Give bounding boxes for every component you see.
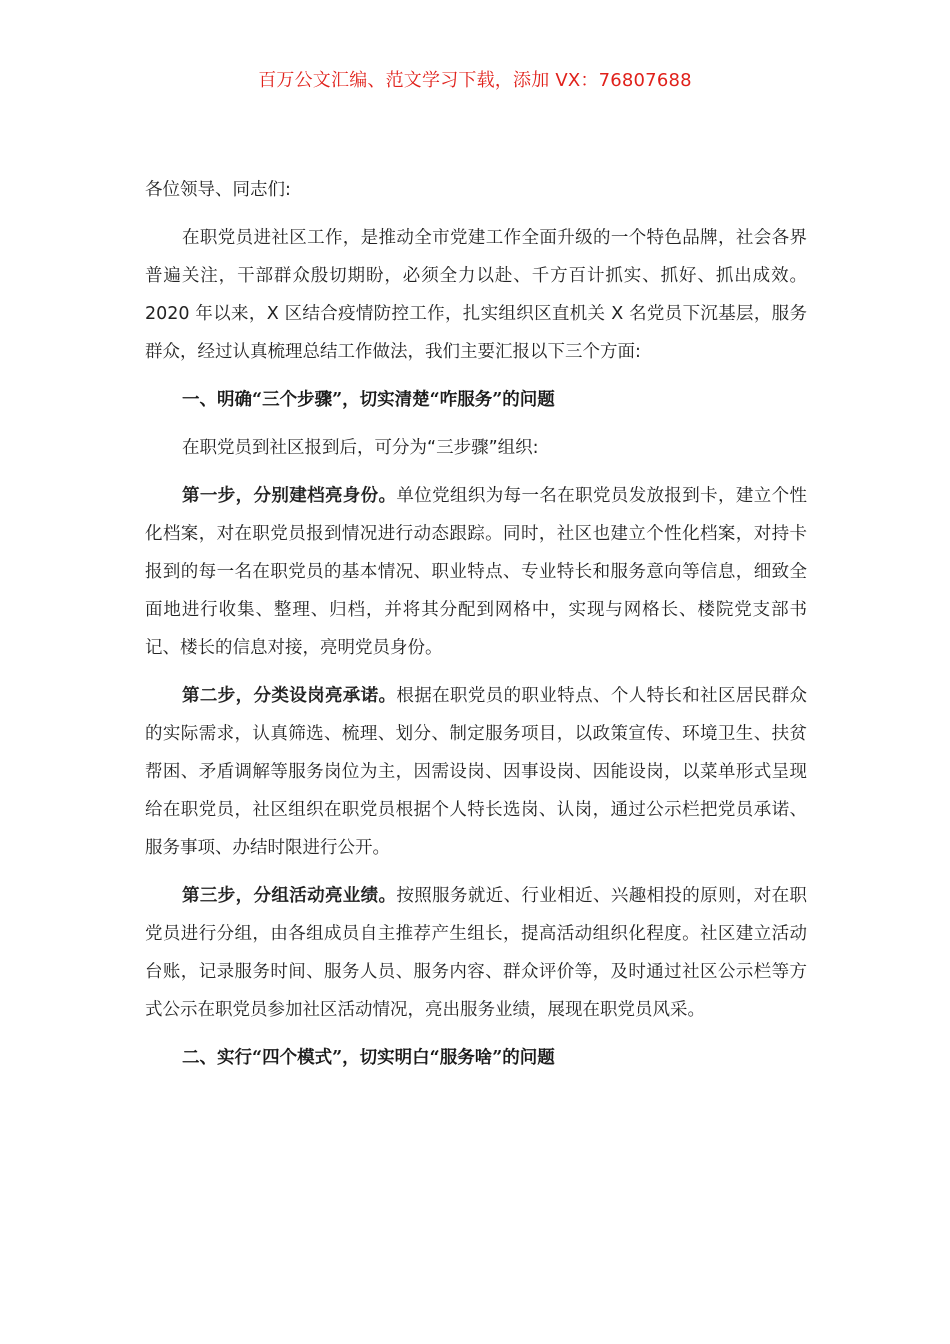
intro-paragraph: 在职党员进社区工作，是推动全市党建工作全面升级的一个特色品牌，社会各界普遍关注，干部群众殷切期盼，必须全力以赴、千方百计抓实、抓好、抓出成效。2020 年以来，X 区结合疫情防控工作，扎实组织区直机关 X 名党员下沉基层，服务群众，经过认真梳理总结工作做法，我们主要汇报以下三个方面: [145,228,807,362]
step-2-text: 根据在职党员的职业特点、个人特长和社区居民群众的实际需求，认真筛选、梳理、划分、制定服务项目，以政策宣传、环境卫生、扶贫帮困、矛盾调解等服务岗位为主，因需设岗、因事设岗、因能设岗，以菜单形式呈现给在职党员，社区组织在职党员根据个人特长选岗、认岗，通过公示栏把党员承诺、服务事项、办结时限进行公开。 [145,686,808,858]
step-3-text: 按照服务就近、行业相近、兴趣相投的原则，对在职党员进行分组，由各组成员自主推荐产生组长，提高活动组织化程度。社区建立活动台账，记录服务时间、服务人员、服务内容、群众评价等，及时通过社区公示栏等方式公示在职党员参加社区活动情况，亮出服务业绩，展现在职党员风采。 [145,886,808,1020]
document-body [145,171,807,1087]
salutation: 各位领导、同志们: [145,180,291,200]
section-2-heading: 二、实行“四个模式”，切实明白“服务啥”的问题 [182,1048,555,1068]
step-3-lead: 第三步，分组活动亮业绩。 [182,886,397,906]
step-3-paragraph [145,877,807,1029]
section-1-heading: 一、明确“三个步骤”，切实清楚“咋服务”的问题 [182,390,555,410]
step-1-lead: 第一步，分别建档亮身份。 [182,486,397,506]
step-2-lead: 第二步，分类设岗亮承诺。 [182,686,397,706]
step-2-paragraph [145,677,807,867]
promo-banner: 百万公文汇编、范文学习下载，添加 VX：76807688 [258,70,692,91]
step-1-paragraph [145,477,807,667]
step-1-text: 单位党组织为每一名在职党员发放报到卡，建立个性化档案，对在职党员报到情况进行动态跟踪。同时，社区也建立个性化档案，对持卡报到的每一名在职党员的基本情况、职业特点、专业特长和服务意向等信息，细致全面地进行收集、整理、归档，并将其分配到网格中，实现与网格长、楼院党支部书记、楼长的信息对接，亮明党员身份。 [145,486,808,658]
section-1-intro: 在职党员到社区报到后，可分为“三步骤”组织: [182,438,539,458]
